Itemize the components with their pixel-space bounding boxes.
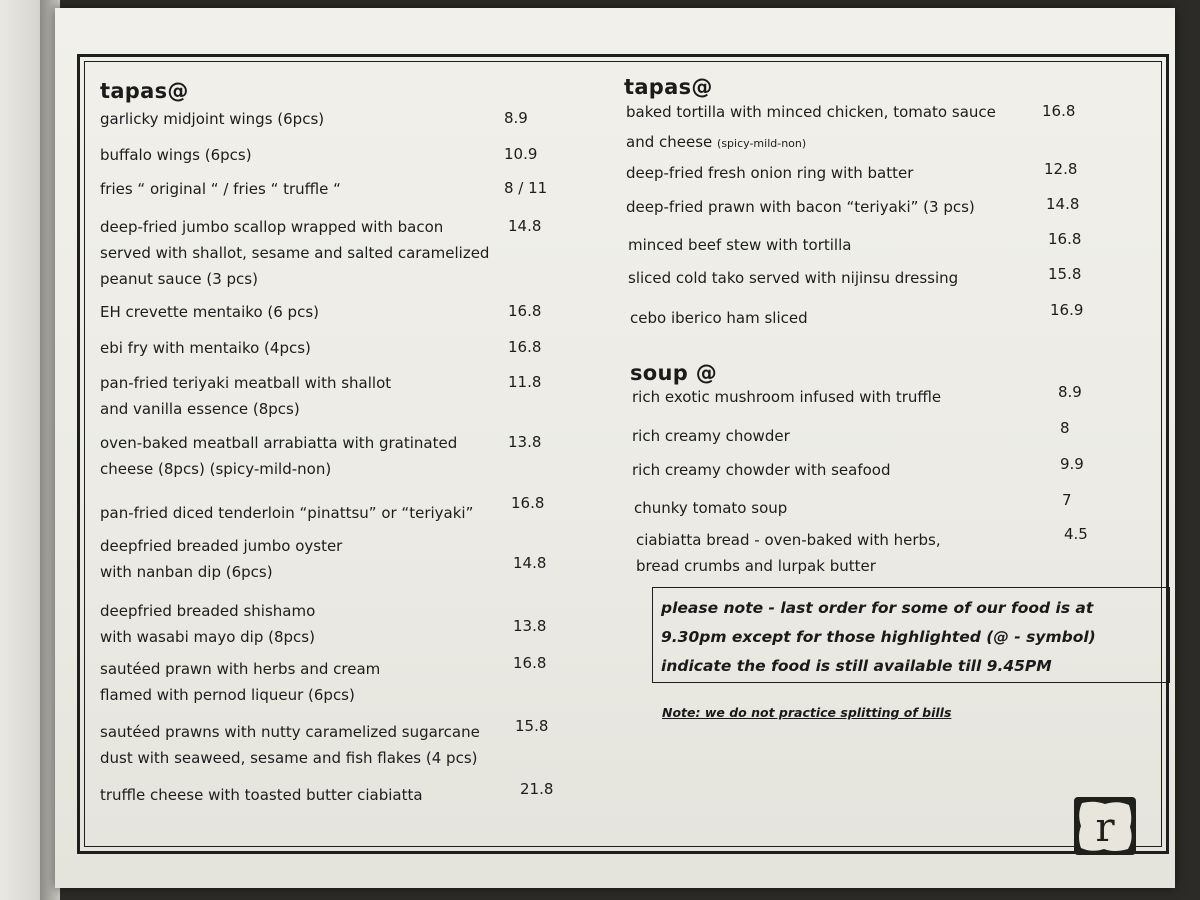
tapas-heading-right: tapas@	[624, 75, 713, 99]
menu-item: pan-fried teriyaki meatball with shallot and vanilla essence (8pcs)	[100, 374, 392, 418]
menu-item-price: 8 / 11	[504, 179, 548, 197]
menu-item-price: 15.8	[1048, 265, 1082, 283]
menu-item-price: 14.8	[508, 217, 542, 235]
menu-item-price: 21.8	[520, 780, 554, 798]
soup-item: rich creamy chowder	[632, 427, 790, 445]
soup-item: ciabiatta bread - oven-baked with herbs, bread crumbs and lurpak butter	[636, 531, 941, 575]
menu-item-line2: and cheese	[626, 133, 713, 151]
menu-item: deepfried breaded jumbo oyster with nanban dip (6pcs)	[100, 537, 343, 581]
soup-item: rich creamy chowder with seafood	[632, 461, 891, 479]
logo-letter: r	[1095, 805, 1115, 851]
menu-item: cebo iberico ham sliced	[630, 309, 808, 327]
soup-item-price: 4.5	[1064, 525, 1088, 543]
soup-item-price: 8	[1060, 419, 1070, 437]
menu-item-price: 14.8	[1046, 195, 1080, 213]
soup-item-price: 9.9	[1060, 455, 1084, 473]
soup-item: chunky tomato soup	[634, 499, 788, 517]
menu-item: deep-fried fresh onion ring with batter	[626, 164, 914, 182]
menu-item: minced beef stew with tortilla	[628, 236, 852, 254]
split-bill-note: Note: we do not practice splitting of bills	[662, 705, 952, 720]
menu-item-price: 16.8	[508, 302, 542, 320]
menu-frame	[77, 54, 1169, 854]
menu-item: fries “ original “ / fries “ truffle “	[100, 180, 341, 198]
menu-page	[55, 8, 1175, 888]
menu-item: oven-baked meatball arrabiatta with gratinated cheese (8pcs) (spicy-mild-non)	[100, 434, 458, 478]
menu-item: deep-fried jumbo scallop wrapped with bacon served with shallot, sesame and salted caramelized peanut sauce (3 pcs)	[100, 218, 490, 288]
menu-item: sautéed prawns with nutty caramelized sugarcane dust with seaweed, sesame and fish flakes (4 pcs)	[100, 723, 480, 767]
menu-item-price: 13.8	[508, 433, 542, 451]
menu-item: deep-fried prawn with bacon “teriyaki” (3 pcs)	[626, 198, 975, 216]
menu-item-price: 16.8	[1042, 102, 1076, 120]
menu-item-price: 16.8	[508, 338, 542, 356]
menu-item-price: 16.9	[1050, 301, 1084, 319]
soup-item: rich exotic mushroom infused with truffle	[632, 388, 942, 406]
menu-item-price: 14.8	[513, 554, 547, 572]
menu-item: truffle cheese with toasted butter ciabiatta	[100, 786, 423, 804]
menu-item-price: 16.8	[1048, 230, 1082, 248]
menu-item-price: 16.8	[511, 494, 545, 512]
menu-item: baked tortilla with minced chicken, tomato sauce	[626, 103, 996, 121]
last-order-note-box	[652, 587, 1170, 683]
soup-item-price: 7	[1062, 491, 1072, 509]
menu-item-price: 11.8	[508, 373, 542, 391]
menu-item: EH crevette mentaiko (6 pcs)	[100, 303, 319, 321]
tapas-heading-left: tapas@	[100, 79, 189, 103]
menu-item: pan-fried diced tenderloin “pinattsu” or “teriyaki”	[100, 504, 474, 522]
menu-item-price: 12.8	[1044, 160, 1078, 178]
menu-item: garlicky midjoint wings (6pcs)	[100, 110, 325, 128]
last-order-note: please note - last order for some of our food is at 9.30pm except for those highlighted (@ - symbol) indicate the food is still available till 9.45PM	[661, 599, 1096, 675]
menu-item: ebi fry with mentaiko (4pcs)	[100, 339, 311, 357]
menu-item: sliced cold tako served with nijinsu dressing	[628, 269, 959, 287]
menu-item: deepfried breaded shishamo with wasabi mayo dip (8pcs)	[100, 602, 316, 646]
menu-item: buffalo wings (6pcs)	[100, 146, 252, 164]
menu-item-price: 10.9	[504, 145, 538, 163]
logo-mark	[1074, 797, 1136, 855]
menu-item: sautéed prawn with herbs and cream flamed with pernod liqueur (6pcs)	[100, 660, 381, 704]
restaurant-logo	[1074, 797, 1136, 855]
menu-item	[626, 129, 806, 157]
soup-heading: soup @	[630, 361, 718, 385]
soup-item-price: 8.9	[1058, 383, 1082, 401]
menu-item-price: 15.8	[515, 717, 549, 735]
spice-options-note: (spicy-mild-non)	[717, 137, 807, 150]
menu-item-price: 8.9	[504, 109, 528, 127]
menu-item-price: 16.8	[513, 654, 547, 672]
menu-item-price: 13.8	[513, 617, 547, 635]
